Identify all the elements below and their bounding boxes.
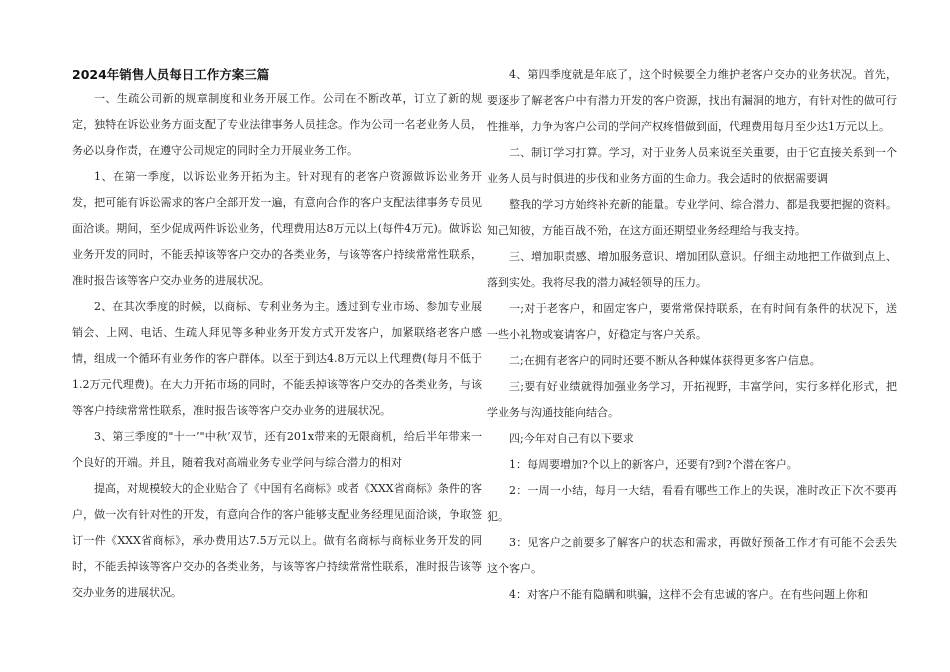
paragraph: 二、制订学习打算。学习，对于业务人员来说至关重要，由于它直接关系到一个业务人员与时俱进的步伐和业务方面的生命力。我会适时的依据需要调 <box>487 146 897 185</box>
paragraph: 3、第三季度的"十一’"中秋’双节，还有201x带来的无限商机，给后半年带来一个良好的开端。并且，随着我对高端业务专业学问与综合潜力的相对 <box>72 430 482 469</box>
document-title: 2024年销售人员每日工作方案三篇 <box>72 67 270 82</box>
paragraph: 三、增加职责感、增加服务意识、增加团队意识。仔细主动地把工作做到点上、落到实处。我将尽我的潜力减轻领导的压力。 <box>487 250 897 289</box>
paragraph: 1、在第一季度，以诉讼业务开拓为主。针对现有的老客户资源做诉讼业务开发，把可能有诉讼需求的客户全部开发一遍，有意向合作的客户支配法律事务专员见面洽谈。期间，至少促成两件诉讼业务，代理费用达8万元以上(每件4万元)。做诉讼业务开发的同时，不能丢掉该等客户交办的各类业务，与该等客户持续常常性联系，准时报告该等客户交办业务的进展状况。 <box>72 170 482 287</box>
paragraph: 三;要有好业绩就得加强业务学习，开拓视野，丰富学问，实行多样化形式，把学业务与沟通技能向结合。 <box>487 380 897 419</box>
paragraph: 提高，对规模较大的企业贴合了《中国有名商标》或者《XXX省商标》条件的客户，做一次有针对性的开发，有意向合作的客户能够支配业务经理见面洽谈，争取签订一件《XXX省商标》，承办费用达7.5万元以上。做有名商标与商标业务开发的同时，不能丢掉该等客户交办的各类业务，与该等客户持续常常性联系，准时报告该等交办业务的进展状况。 <box>72 482 482 599</box>
paragraph: 1：每周要增加?个以上的新客户，还要有?到?个潜在客户。 <box>509 458 798 471</box>
left-column <box>72 62 482 606</box>
paragraph: 2、在其次季度的时候，以商标、专利业务为主。透过到专业市场、参加专业展销会、上网、电话、生疏人拜见等多种业务开发方式开发客户，加紧联络老客户感情，组成一个循环有业务作的客户群体。以至于到达4.8万元以上代理费(每月不低于1.2万元代理费)。在大力开拓市场的同时，不能丢掉该等客户交办的各类业务，与该等客户持续常常性联系，准时报告该等客户交办业务的进展状况。 <box>72 300 482 417</box>
paragraph: 整我的学习方始终补充新的能量。专业学问、综合潜力、都是我要把握的资料。知己知彼，方能百战不殆，在这方面还期望业务经理给与我支持。 <box>487 198 897 237</box>
paragraph: 二;在拥有老客户的同时还要不断从各种媒体获得更多客户信息。 <box>509 354 821 367</box>
paragraph: 2：一周一小结，每月一大结，看看有哪些工作上的失误，准时改正下次不要再犯。 <box>487 484 897 523</box>
paragraph: 4、第四季度就是年底了，这个时候要全力维护老客户交办的业务状况。首先，要逐步了解老客户中有潜力开发的客户资源，找出有漏洞的地方，有针对性的做可行性推举，力争为客户公司的学问产权疼惜做到面，代理费用每月至少达1万元以上。 <box>487 68 897 133</box>
right-column <box>487 62 897 608</box>
paragraph: 四;今年对自己有以下要求 <box>509 432 634 445</box>
paragraph: 4：对客户不能有隐瞒和哄骗，这样不会有忠诚的客户。在有些问题上你和 <box>509 588 868 601</box>
paragraph: 一、生疏公司新的规章制度和业务开展工作。公司在不断改革，订立了新的规定，独特在诉讼业务方面支配了专业法律事务人员挂念。作为公司一名老业务人员，务必以身作责，在遵守公司规定的同时全力开展业务工作。 <box>72 92 482 157</box>
paragraph: 一;对于老客户，和固定客户，要常常保持联系，在有时间有条件的状况下，送一些小礼物或宴请客户，好稳定与客户关系。 <box>487 302 897 341</box>
paragraph: 3：见客户之前要多了解客户的状态和需求，再做好预备工作才有可能不会丢失这个客户。 <box>487 536 897 575</box>
